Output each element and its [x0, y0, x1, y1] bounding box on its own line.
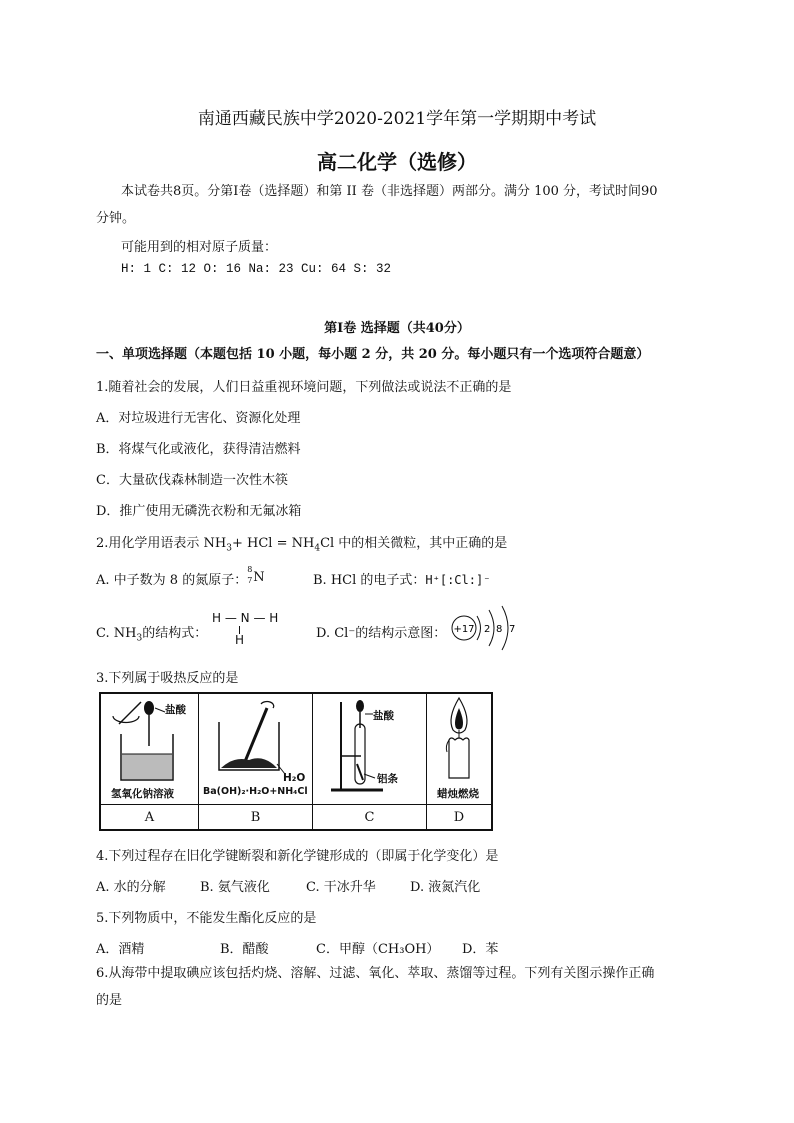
atomic-mass-values: H: 1 C: 12 O: 16 Na: 23 Cu: 64 S: 32 [121, 262, 392, 276]
question-1-option-d: D．推广使用无磷洗衣粉和无氟冰箱 [96, 504, 302, 519]
question-2-option-a: A. 中子数为 8 的氮原子： 8 7 N [96, 565, 265, 588]
question-2-option-c: C. $NH_3$的结构式： [96, 626, 208, 644]
question-4-option-b: B. 氨气液化 [200, 880, 270, 895]
question-5-option-a: A．酒精 [96, 942, 145, 957]
question-5-stem: 5.下列物质中，不能发生酯化反应的是 [96, 911, 317, 926]
question-4-option-c: C. 干冰升华 [306, 880, 376, 895]
part-title: 一、单项选择题（本题包括 10 小题，每小题 2 分，共 20 分。每小题只有一个选项符合题意） [96, 347, 650, 362]
figure-label-b: B [199, 804, 313, 829]
question-1-option-b: B．将煤气化或液化，获得清洁燃料 [96, 442, 301, 457]
figure-label-c: C [313, 804, 427, 829]
caption-b: Ba(OH)₂·H₂O+NH₄Cl [203, 786, 308, 797]
nucleus-charge: +17 [453, 624, 475, 635]
question-4-option-a: A. 水的分解 [96, 880, 166, 895]
question-5-option-c: C．甲醇（CH₃OH） [316, 942, 440, 957]
question-6-stem-line2: 的是 [96, 993, 123, 1008]
figure-cell-d [427, 694, 491, 804]
figure-label-a: A [101, 804, 199, 829]
question-2-option-b: B. HCl 的电子式：H⁺[:Cl:]⁻ [313, 573, 491, 588]
question-1-option-a: A．对垃圾进行无害化、资源化处理 [96, 411, 301, 426]
question-1-stem: 1.随着社会的发展，人们日益重视环境问题，下列做法或说法不正确的是 [96, 380, 512, 395]
shell-1-electrons: 2 [484, 624, 491, 635]
shell-2-electrons: 8 [496, 624, 503, 635]
shell-3-electrons: 7 [509, 624, 516, 635]
caption-a: 氢氧化钠溶液 [111, 788, 174, 800]
caption-d: 蜡烛燃烧 [437, 788, 479, 800]
exam-school-title: 南通西藏民族中学2020-2021学年第一学期期中考试 [197, 109, 597, 129]
acid-label-a: 盐酸 [165, 704, 186, 716]
question-1-option-c: C．大量砍伐森林制造一次性木筷 [96, 473, 288, 488]
section-title: 第Ⅰ卷 选择题（共40分） [324, 321, 470, 336]
shell-arc-3 [502, 606, 508, 650]
figure-cell-a [101, 694, 199, 804]
chloride-ion-structure-diagram [451, 603, 521, 653]
intro-text-line2: 分钟。 [96, 211, 136, 226]
caption-c: 铝条 [377, 773, 398, 785]
question-4-stem: 4.下列过程存在旧化学键断裂和新化学键形成的（即属于化学变化）是 [96, 849, 499, 864]
question-4-option-d: D. 液氮汽化 [410, 880, 481, 895]
figure-cell-c [313, 694, 427, 804]
water-label-b: H₂O [283, 772, 306, 784]
question-2-stem: 2.用化学用语表示 $NH_3+$ HCl = $NH_4Cl$ 中的相关微粒，其中正确的是 [96, 536, 508, 554]
intro-text-line1: 本试卷共8页。分第Ⅰ卷（选择题）和第 II 卷（非选择题）两部分。满分 100 分，考试时间90 [121, 184, 658, 199]
figure-cell-b [199, 694, 313, 804]
question-5-option-b: B．醋酸 [220, 942, 269, 957]
shell-arc-1 [477, 616, 481, 640]
question-5-option-d: D．苯 [462, 942, 499, 957]
acid-label-c: 盐酸 [373, 710, 394, 722]
figure-label-d: D [427, 804, 491, 829]
question-2-option-d: D. Cl⁻的结构示意图： [316, 626, 447, 641]
question-3-stem: 3.下列属于吸热反应的是 [96, 671, 239, 686]
test-tube-aluminum-illustration [313, 694, 427, 804]
nh3-structural-formula: H — N — H [212, 611, 279, 625]
reaction-figure-table [99, 692, 493, 831]
atomic-mass-label: 可能用到的相对原子质量： [121, 240, 278, 255]
question-6-stem-line1: 6.从海带中提取碘应该包括灼烧、溶解、过滤、氧化、萃取、蒸馏等过程。下列有关图示操作正确 [96, 966, 655, 981]
nh3-bottom-h: H [235, 633, 245, 647]
exam-subject-title: 高二化学（选修） [317, 150, 477, 174]
